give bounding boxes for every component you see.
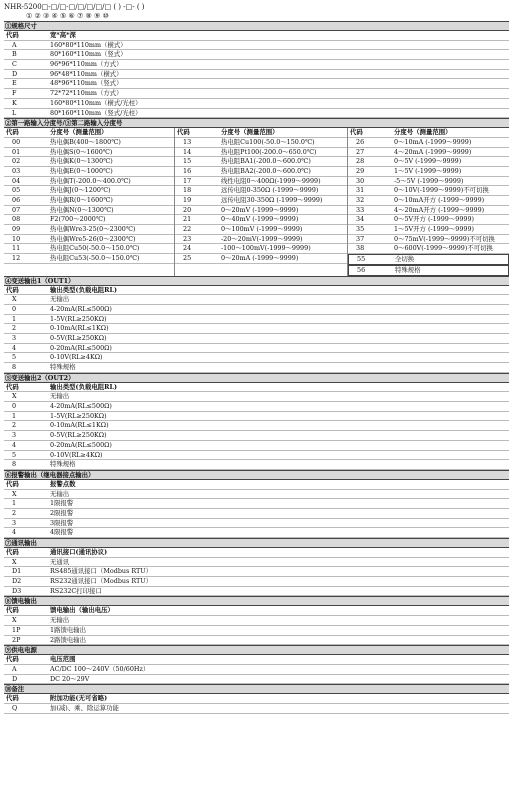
row-desc: 热电偶E(0～1000℃): [50, 166, 113, 175]
row-desc: 72*72*110mm（方式）: [50, 89, 123, 98]
row-code: D: [12, 69, 18, 78]
row-code: 04: [12, 176, 21, 185]
row-code: 01: [12, 147, 21, 156]
row-desc: 热电阻BA1(-200.0～600.0℃): [221, 157, 311, 166]
row-desc: 0～10mA开方 (-1999～9999): [394, 196, 485, 204]
row-code: 0: [12, 304, 17, 313]
row-code: 14: [183, 147, 192, 156]
section-title-comm: ⑦通讯输出: [4, 538, 509, 548]
table-row: [4, 99, 509, 109]
row-code: F: [12, 89, 17, 98]
row-code: 30: [356, 176, 365, 185]
row-desc: 热电偶Wre3-25(0～2300℃): [50, 225, 136, 234]
row-code: 1: [12, 499, 17, 508]
row-code: 5: [12, 450, 17, 459]
table-header: [4, 31, 509, 41]
row-desc: 0-20mA(RL≤500Ω): [50, 343, 112, 352]
row-desc: RS485通讯接口（Modbus RTU）: [50, 567, 153, 576]
table-row: [4, 196, 174, 206]
row-desc: 2路馈电输出: [50, 635, 87, 644]
row-desc: 160*80*110mm（横式）: [50, 40, 127, 49]
row-code: 07: [12, 205, 21, 214]
row-desc: 特殊规格: [50, 460, 76, 469]
row-code: 17: [183, 176, 192, 185]
row-desc: RS232C打印接口: [50, 586, 102, 595]
row-desc: 2限报警: [50, 508, 74, 517]
row-code: 8: [12, 363, 17, 371]
row-desc: 0～100mV (-1999～9999): [221, 225, 303, 234]
header-desc: 输出类型(负载电阻RL): [50, 285, 117, 294]
table-row: [4, 157, 174, 167]
row-code: 34: [356, 215, 365, 224]
row-desc: 无通讯: [50, 557, 70, 566]
row-desc: 无输出: [50, 295, 70, 304]
row-desc: 特殊规格: [50, 363, 76, 371]
row-desc: 热电偶Wre5-26(0～2300℃): [50, 234, 136, 243]
row-code: X: [12, 616, 17, 625]
table-row: [4, 675, 509, 685]
row-code: 16: [183, 166, 192, 175]
row-desc: 0-10mA(RL≤1KΩ): [50, 421, 109, 430]
table-row: [175, 138, 347, 148]
row-code: 03: [12, 166, 21, 175]
power-table: [4, 655, 509, 684]
row-code: D1: [12, 567, 22, 576]
row-desc: 0～10mA (-1999～9999): [394, 137, 472, 146]
header-range: 分度号（测量范围）: [50, 128, 108, 137]
row-desc: 0～75mV(-1999～9999)不可切换: [394, 234, 495, 243]
table-row: [4, 402, 509, 412]
row-code: C: [12, 60, 17, 69]
table-row: [4, 206, 174, 216]
section-title-feed: ⑧馈电输出: [4, 596, 509, 606]
table-row: [4, 460, 509, 470]
row-code: 10: [12, 234, 21, 243]
section-title-remark: ⑩备注: [4, 684, 509, 694]
row-desc: 热电阻BA2(-200.0～600.0℃): [221, 166, 311, 175]
row-desc: 0-10mA(RL≤1KΩ): [50, 324, 109, 333]
row-code: D2: [12, 577, 22, 586]
row-code: 19: [183, 196, 192, 204]
row-desc: 0-20mA(RL≤500Ω): [50, 440, 112, 449]
row-code: 13: [183, 137, 192, 146]
row-code: Q: [12, 703, 18, 712]
row-desc: 4～20mA开方 (-1999～9999): [394, 205, 485, 214]
row-code: 29: [356, 166, 365, 175]
table-row: [175, 167, 347, 177]
row-desc: 热电偶B(400～1800℃): [50, 137, 121, 146]
row-desc: 远传电阻30-350Ω (-1999～9999): [221, 196, 323, 204]
header-code: 代码: [6, 606, 19, 615]
table-row: [4, 235, 174, 245]
row-code: 37: [356, 234, 365, 243]
row-desc: 1～5V开方 (-1999～9999): [394, 225, 475, 234]
inputs-col2-rows: [175, 138, 347, 264]
row-desc: 0-10V(RL≥4KΩ): [50, 353, 103, 362]
row-desc: 热电阻Cu53(-50.0～150.0℃): [50, 254, 140, 263]
row-code: D: [12, 674, 18, 683]
row-desc: 48*96*110mm（竖式）: [50, 79, 123, 88]
header-code: 代码: [6, 128, 19, 137]
table-row: [4, 50, 509, 60]
table-row: [4, 41, 509, 51]
size-table: [4, 31, 509, 118]
table-row: [348, 235, 509, 245]
table-row: [175, 225, 347, 235]
section-title-out2: ⑤变送输出2（OUT2）: [4, 373, 509, 383]
table-row: [348, 215, 509, 225]
header-code: 代码: [6, 382, 19, 391]
table-row: [4, 636, 509, 646]
row-code: 28: [356, 157, 365, 166]
header-range: 分度号（测量范围）: [394, 128, 452, 137]
row-desc: 3限报警: [50, 518, 74, 527]
table-row: [175, 215, 347, 225]
table-row: [4, 70, 509, 80]
row-desc: 1～5V (-1999～9999): [394, 166, 462, 175]
header-code: 代码: [6, 31, 19, 39]
table-row: [175, 254, 347, 264]
row-desc: 4-20mA(RL≤500Ω): [50, 402, 112, 411]
table-row: [348, 157, 509, 167]
out2-table: [4, 383, 509, 470]
row-code: 22: [183, 225, 192, 234]
table-row: [4, 577, 509, 587]
comm-table: [4, 548, 509, 596]
row-code: 1P: [12, 625, 21, 634]
table-row: [4, 186, 174, 196]
row-code: 05: [12, 186, 21, 195]
row-desc: DC 20～29V: [50, 674, 90, 683]
table-row: [4, 616, 509, 626]
table-row: [4, 451, 509, 461]
inputs-header: [348, 128, 509, 138]
table-header: [4, 694, 509, 704]
table-row: [4, 315, 509, 325]
row-code: 21: [183, 215, 192, 224]
table-row: [4, 441, 509, 451]
table-row: [4, 167, 174, 177]
header-desc: 报警点数: [50, 479, 76, 488]
header-desc: 通讯接口(通讯协议): [50, 548, 108, 556]
row-code: 3: [12, 431, 17, 440]
remark-table: [4, 694, 509, 713]
row-code: 55: [357, 255, 366, 264]
row-code: 33: [356, 205, 365, 214]
table-row: [175, 157, 347, 167]
header-code: 代码: [6, 548, 19, 556]
row-code: 4: [12, 343, 17, 352]
row-desc: 加(减)、乘、除运算功能: [50, 703, 119, 712]
header-desc: 输出类型(负载电阻RL): [50, 382, 117, 391]
row-code: 15: [183, 157, 192, 166]
table-row: [4, 665, 509, 675]
inputs-table: [4, 128, 509, 275]
table-row: [348, 186, 509, 196]
inputs-column-1: [4, 128, 175, 275]
row-desc: 4～20mA (-1999～9999): [394, 147, 472, 156]
out1-table: [4, 286, 509, 373]
row-desc: 热电偶J(0～1200℃): [50, 186, 111, 195]
table-row: [4, 412, 509, 422]
table-row: [4, 244, 174, 254]
table-row: [4, 499, 509, 509]
row-code: X: [12, 392, 17, 401]
table-row: [348, 167, 509, 177]
table-row: [348, 244, 509, 254]
table-row: [4, 79, 509, 89]
row-code: 00: [12, 137, 21, 146]
row-desc: 1-5V(RL≥250KΩ): [50, 314, 107, 323]
row-desc: 热电阻Cu50(-50.0～150.0℃): [50, 244, 140, 253]
row-desc: 0～20mV (-1999～9999): [221, 205, 299, 214]
row-code: 5: [12, 353, 17, 362]
row-code: 2: [12, 421, 17, 430]
row-desc: 热电偶T(-200.0～400.0℃): [50, 176, 131, 185]
row-code: 18: [183, 186, 192, 195]
row-code: 32: [356, 196, 365, 204]
row-desc: 热电阻Cu100(-50.0～150.0℃): [221, 137, 315, 146]
row-code: 11: [12, 244, 21, 253]
row-code: 4: [12, 528, 17, 537]
row-code: 56: [357, 265, 366, 274]
row-desc: 热电偶K(0～1300℃): [50, 157, 113, 166]
row-code: 38: [356, 244, 365, 253]
row-code: 24: [183, 244, 192, 253]
table-row: [4, 177, 174, 187]
row-code: 20: [183, 205, 192, 214]
row-code: 0: [12, 402, 17, 411]
header-code: 代码: [177, 128, 190, 137]
row-desc: 4限报警: [50, 528, 74, 537]
table-row: [4, 363, 509, 373]
row-code: X: [12, 489, 17, 498]
table-row: [348, 148, 509, 158]
table-row: [348, 265, 509, 276]
row-desc: 远传电阻0-350Ω (-1999～9999): [221, 186, 319, 195]
table-row: [4, 138, 174, 148]
table-row: [4, 305, 509, 315]
header-desc: 电压范围: [50, 655, 76, 664]
row-desc: 0～10V(-1999～9999)不可切换: [394, 186, 489, 195]
table-row: [4, 490, 509, 500]
inputs-col3-rows: [348, 138, 509, 276]
row-desc: 80*160*110mm（竖式）: [50, 50, 127, 59]
table-row: [4, 431, 509, 441]
row-desc: 160*80*110mm（横式/光柱）: [50, 98, 142, 107]
inputs-column-2: [175, 128, 348, 275]
table-row: [4, 421, 509, 431]
section-title-size: ①规格尺寸: [4, 21, 509, 31]
row-code: A: [12, 40, 17, 49]
row-desc: 0～20mA (-1999～9999): [221, 254, 299, 263]
table-row: [4, 109, 509, 119]
row-code: 27: [356, 147, 365, 156]
table-row: [348, 177, 509, 187]
row-code: A: [12, 664, 17, 673]
row-code: E: [12, 79, 17, 88]
row-code: 09: [12, 225, 21, 234]
row-desc: 全切换: [395, 255, 415, 264]
row-code: 2P: [12, 635, 21, 644]
model-code-numbers: ① ② ③ ④ ⑤ ⑥ ⑦ ⑧ ⑨ ⑩: [26, 12, 109, 20]
header-code: 代码: [350, 128, 363, 137]
table-row: [4, 295, 509, 305]
row-code: D3: [12, 586, 22, 595]
row-desc: 线性电阻0～400Ω(-1999～9999): [221, 176, 321, 185]
table-row: [4, 704, 509, 714]
inputs-header: [4, 128, 174, 138]
table-header: [4, 480, 509, 490]
table-row: [4, 89, 509, 99]
row-desc: 0～5V开方 (-1999～9999): [394, 215, 475, 224]
row-code: L: [12, 108, 17, 117]
table-row: [175, 186, 347, 196]
row-code: 08: [12, 215, 21, 224]
row-desc: 热电阻Pt100(-200.0～650.0℃): [221, 147, 317, 156]
table-row: [348, 254, 509, 265]
section-title-power: ⑨供电电源: [4, 645, 509, 655]
row-desc: 1路馈电输出: [50, 625, 87, 634]
row-desc: 96*96*110mm（方式）: [50, 60, 123, 69]
table-header: [4, 383, 509, 393]
table-row: [4, 215, 174, 225]
table-row: [4, 587, 509, 597]
section-title-inputs: ②第一路输入分度号/③第二路输入分度号: [4, 118, 509, 128]
table-row: [175, 177, 347, 187]
row-code: X: [12, 295, 17, 304]
row-code: 02: [12, 157, 21, 166]
row-desc: 0-5V(RL≥250KΩ): [50, 431, 107, 440]
spec-page: [4, 0, 509, 714]
row-code: 3: [12, 518, 17, 527]
row-desc: 0-5V(RL≥250KΩ): [50, 333, 107, 342]
row-desc: -20～20mV(-1999～9999): [221, 234, 303, 243]
row-code: B: [12, 50, 17, 59]
row-code: X: [12, 557, 17, 566]
row-desc: 热电偶R(0～1600℃): [50, 196, 113, 204]
row-code: 26: [356, 137, 365, 146]
table-row: [4, 324, 509, 334]
row-desc: 0-10V(RL≥4KΩ): [50, 450, 103, 459]
table-row: [175, 196, 347, 206]
table-row: [4, 254, 174, 264]
inputs-col1-rows: [4, 138, 174, 264]
table-row: [4, 509, 509, 519]
header-code: 代码: [6, 694, 19, 703]
row-desc: RS232通讯接口（Modbus RTU）: [50, 577, 153, 586]
table-row: [348, 225, 509, 235]
section-title-out1: ④变送输出1（OUT1）: [4, 276, 509, 286]
row-desc: 96*48*110mm（横式）: [50, 69, 123, 78]
row-desc: 热电偶S(0～1600℃): [50, 147, 113, 156]
table-row: [348, 138, 509, 148]
table-header: [4, 655, 509, 665]
table-row: [4, 567, 509, 577]
row-code: 1: [12, 314, 17, 323]
row-code: K: [12, 98, 17, 107]
header-code: 代码: [6, 479, 19, 488]
header-range: 分度号（测量范围）: [221, 128, 279, 137]
inputs-header: [175, 128, 347, 138]
table-row: [4, 528, 509, 538]
row-desc: 1限报警: [50, 499, 74, 508]
table-row: [4, 558, 509, 568]
row-code: 2: [12, 324, 17, 333]
table-header: [4, 606, 509, 616]
table-row: [175, 244, 347, 254]
row-desc: 80*160*110mm（竖式/光柱）: [50, 108, 142, 117]
section-title-alarm: ⑥报警输出（继电器接点输出）: [4, 470, 509, 480]
header-code: 代码: [6, 285, 19, 294]
table-row: [4, 392, 509, 402]
table-row: [348, 206, 509, 216]
table-row: [4, 353, 509, 363]
row-code: 1: [12, 411, 17, 420]
row-code: 3: [12, 333, 17, 342]
inputs-column-3: [348, 128, 509, 275]
model-code: NHR-5200□-□/□-□/□/□/□/□ ( ) -□- ( ): [4, 3, 145, 11]
header-code: 代码: [6, 655, 19, 664]
row-desc: 0～40mV (-1999～9999): [221, 215, 299, 224]
row-code: 31: [356, 186, 365, 195]
row-desc: 无输出: [50, 392, 70, 401]
table-row: [4, 344, 509, 354]
row-desc: AC/DC 100～240V（50/60Hz）: [50, 664, 150, 673]
row-desc: 无输出: [50, 616, 70, 625]
row-desc: 热电偶N(0～1300℃): [50, 205, 114, 214]
table-row: [4, 334, 509, 344]
row-code: 4: [12, 440, 17, 449]
row-code: 23: [183, 234, 192, 243]
row-code: 12: [12, 254, 21, 263]
table-row: [4, 60, 509, 70]
feed-table: [4, 606, 509, 645]
row-desc: 4-20mA(RL≤500Ω): [50, 304, 112, 313]
row-code: 2: [12, 508, 17, 517]
table-row: [348, 196, 509, 206]
header-desc: 附加功能(无可省略): [50, 694, 108, 703]
row-desc: 1-5V(RL≥250KΩ): [50, 411, 107, 420]
row-code: 25: [183, 254, 192, 263]
alarm-table: [4, 480, 509, 538]
row-desc: 0～600V(-1999～9999)不可切换: [394, 244, 493, 253]
table-row: [175, 235, 347, 245]
table-row: [175, 148, 347, 158]
table-row: [4, 225, 174, 235]
table-row: [4, 148, 174, 158]
row-code: 06: [12, 196, 21, 204]
row-desc: 0～5V (-1999～9999): [394, 157, 462, 166]
table-header: [4, 286, 509, 296]
row-code: 8: [12, 460, 17, 469]
header-desc: 宽*高*深: [50, 31, 76, 39]
row-desc: F2(700～2000℃): [50, 215, 106, 224]
row-desc: -100～100mV(-1999～9999): [221, 244, 311, 253]
row-code: 35: [356, 225, 365, 234]
table-row: [4, 519, 509, 529]
header-desc: 馈电输出（输出电压）: [50, 606, 114, 615]
table-row: [175, 206, 347, 216]
table-header: [4, 548, 509, 558]
row-desc: 无输出: [50, 489, 70, 498]
table-row: [4, 626, 509, 636]
row-desc: 特殊规格: [395, 265, 421, 274]
row-desc: -5～5V (-1999～9999): [394, 176, 464, 185]
